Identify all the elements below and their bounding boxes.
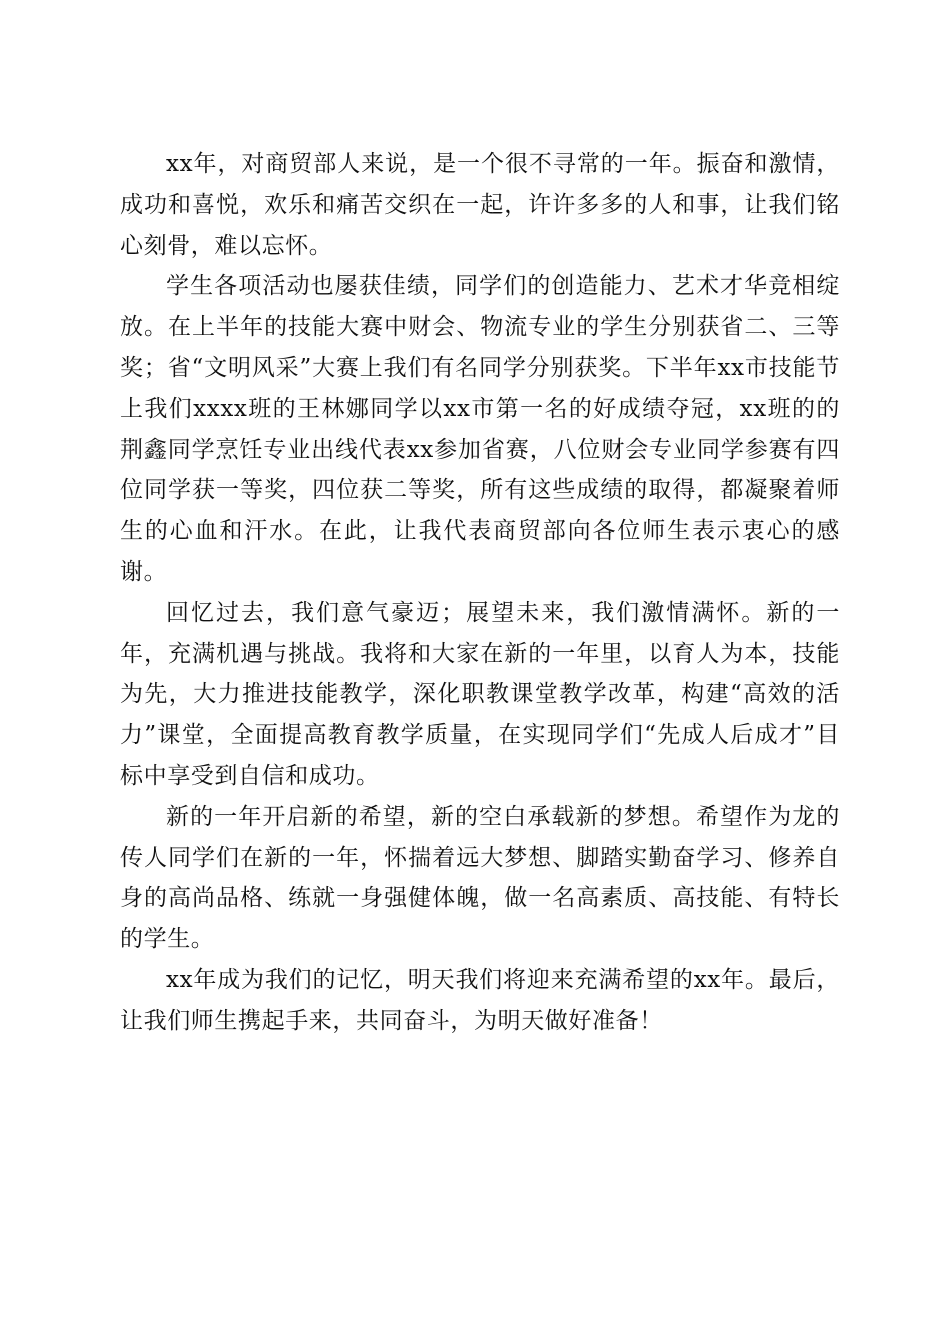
paragraph-closing: xx年成为我们的记忆，明天我们将迎来充满希望的xx年。最后，让我们师生携起手来，共同奋斗，为明天做好准备！ xyxy=(120,966,840,1034)
paragraph-achievements: 学生各项活动也屡获佳绩，同学们的创造能力、艺术才华竞相绽放。在上半年的技能大赛中财会、物流专业的学生分别获省二、三等奖；省“文明风采”大赛上我们有名同学分别获奖。下半年xx市技能节上我们xxxx班的王林娜同学以xx市第一名的好成绩夺冠，xx班的的荆鑫同学烹饪专业出线代表xx参加省赛，八位财会专业同学参赛有四位同学获一等奖，四位获二等奖，所有这些成绩的取得，都凝聚着师生的心血和汗水。在此，让我代表商贸部向各位师生表示衷心的感谢。 xyxy=(120,273,840,585)
paragraph-intro: xx年，对商贸部人来说，是一个很不寻常的一年。振奋和激情，成功和喜悦，欢乐和痛苦交织在一起，许许多多的人和事，让我们铭心刻骨，难以忘怀。 xyxy=(120,151,840,259)
paragraph-outlook: 回忆过去，我们意气豪迈；展望未来，我们激情满怀。新的一年，充满机遇与挑战。我将和大家在新的一年里，以育人为本，技能为先，大力推进技能教学，深化职教课堂教学改革，构建“高效的活力”课堂，全面提高教育教学质量，在实现同学们“先成人后成才”目标中享受到自信和成功。 xyxy=(120,599,840,789)
paragraph-hopes: 新的一年开启新的希望，新的空白承载新的梦想。希望作为龙的传人同学们在新的一年，怀揣着远大梦想、脚踏实勤奋学习、修养自身的高尚品格、练就一身强健体魄，做一名高素质、高技能、有特长的学生。 xyxy=(120,803,840,953)
document-body xyxy=(120,144,840,1042)
